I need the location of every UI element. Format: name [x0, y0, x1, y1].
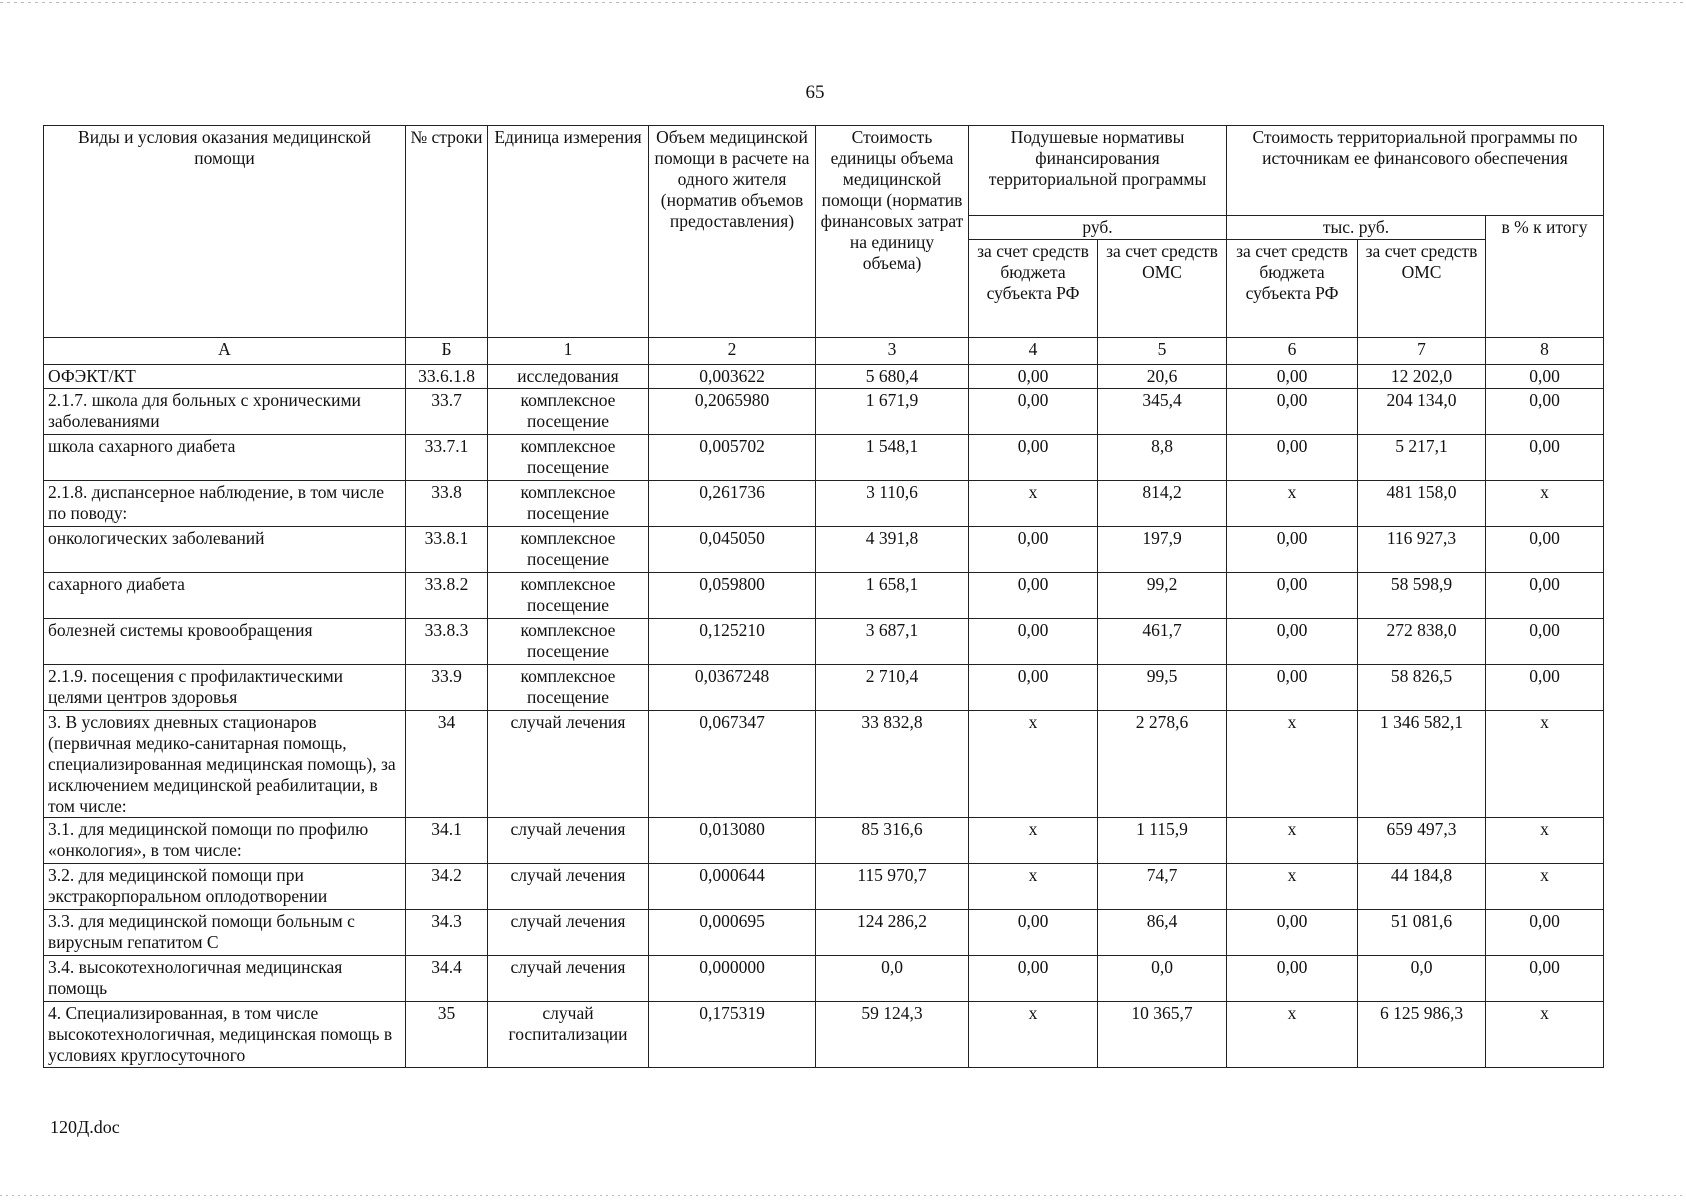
volume-cell: 0,045050	[649, 527, 816, 573]
pc-budget-cell: х	[969, 1002, 1098, 1068]
table-row	[44, 527, 1604, 573]
header-unit: Единица измерения	[488, 126, 649, 338]
row-number-cell: 34.2	[406, 864, 488, 910]
tp-oms-cell: 5 217,1	[1358, 435, 1486, 481]
unit-cell: комплексное посещение	[488, 619, 649, 665]
header-pc-oms: за счет средств ОМС	[1098, 240, 1227, 338]
row-number-cell: 34.1	[406, 818, 488, 864]
row-number-cell: 35	[406, 1002, 488, 1068]
pc-budget-cell: 0,00	[969, 573, 1098, 619]
volume-cell: 0,059800	[649, 573, 816, 619]
care-type-cell: 4. Специализированная, в том числе высокотехнологичная, медицинская помощь в условиях круглосуточного	[44, 1002, 406, 1068]
tp-budget-cell: х	[1227, 711, 1358, 818]
pc-budget-cell: 0,00	[969, 435, 1098, 481]
percent-cell: 0,00	[1486, 665, 1604, 711]
pc-budget-cell: 0,00	[969, 665, 1098, 711]
pc-budget-cell: 0,00	[969, 956, 1098, 1002]
percent-cell: 0,00	[1486, 527, 1604, 573]
table-row	[44, 481, 1604, 527]
tp-oms-cell: 44 184,8	[1358, 864, 1486, 910]
unit-cost-cell: 3 687,1	[816, 619, 969, 665]
percent-cell: 0,00	[1486, 619, 1604, 665]
tp-budget-cell: 0,00	[1227, 665, 1358, 711]
tp-oms-cell: 6 125 986,3	[1358, 1002, 1486, 1068]
pc-oms-cell: 20,6	[1098, 365, 1227, 389]
volume-cell: 0,000695	[649, 910, 816, 956]
percent-cell: 0,00	[1486, 389, 1604, 435]
percent-cell: 0,00	[1486, 435, 1604, 481]
care-type-cell: сахарного диабета	[44, 573, 406, 619]
page-number: 65	[805, 82, 825, 103]
header-care-type: Виды и условия оказания медицинской помощи	[44, 126, 406, 338]
unit-cost-cell: 0,0	[816, 956, 969, 1002]
tp-oms-cell: 12 202,0	[1358, 365, 1486, 389]
footer-filename: 120Д.doc	[50, 1117, 120, 1137]
care-type-cell: 2.1.7. школа для больных с хроническими заболеваниями	[44, 389, 406, 435]
header-pc-budget: за счет средств бюджета субъекта РФ	[969, 240, 1098, 338]
pc-oms-cell: 461,7	[1098, 619, 1227, 665]
pc-oms-cell: 74,7	[1098, 864, 1227, 910]
unit-cost-cell: 1 548,1	[816, 435, 969, 481]
volume-cell: 0,067347	[649, 711, 816, 818]
scan-edge-top	[0, 2, 1686, 3]
volume-cell: 0,000644	[649, 864, 816, 910]
unit-cost-cell: 59 124,3	[816, 1002, 969, 1068]
unit-cell: случай лечения	[488, 956, 649, 1002]
index-cell: 7	[1358, 338, 1486, 365]
unit-cell: комплексное посещение	[488, 665, 649, 711]
tp-oms-cell: 116 927,3	[1358, 527, 1486, 573]
unit-cell: комплексное посещение	[488, 573, 649, 619]
table-row	[44, 365, 1604, 389]
tp-oms-cell: 51 081,6	[1358, 910, 1486, 956]
pc-oms-cell: 0,0	[1098, 956, 1227, 1002]
care-type-cell: онкологических заболеваний	[44, 527, 406, 573]
volume-cell: 0,003622	[649, 365, 816, 389]
index-cell: 4	[969, 338, 1098, 365]
tp-budget-cell: 0,00	[1227, 365, 1358, 389]
unit-cell: случай госпитализации	[488, 1002, 649, 1068]
tp-budget-cell: х	[1227, 864, 1358, 910]
table-row	[44, 910, 1604, 956]
volume-cell: 0,0367248	[649, 665, 816, 711]
index-cell: 3	[816, 338, 969, 365]
volume-cell: 0,125210	[649, 619, 816, 665]
percent-cell: х	[1486, 481, 1604, 527]
header-percent-total: в % к итогу	[1486, 216, 1604, 338]
pc-budget-cell: х	[969, 711, 1098, 818]
care-type-cell: 3.3. для медицинской помощи больным с вирусным гепатитом С	[44, 910, 406, 956]
table-row	[44, 389, 1604, 435]
pc-oms-cell: 2 278,6	[1098, 711, 1227, 818]
row-number-cell: 33.7	[406, 389, 488, 435]
pc-budget-cell: х	[969, 818, 1098, 864]
index-cell: Б	[406, 338, 488, 365]
row-number-cell: 33.8.3	[406, 619, 488, 665]
pc-budget-cell: 0,00	[969, 910, 1098, 956]
tp-oms-cell: 1 346 582,1	[1358, 711, 1486, 818]
scan-edge-bottom	[0, 1195, 1686, 1196]
index-cell: 6	[1227, 338, 1358, 365]
care-type-cell: ОФЭКТ/КТ	[44, 365, 406, 389]
row-number-cell: 34.3	[406, 910, 488, 956]
index-cell: А	[44, 338, 406, 365]
care-type-cell: 3.2. для медицинской помощи при экстракорпоральном оплодотворении	[44, 864, 406, 910]
pc-budget-cell: 0,00	[969, 619, 1098, 665]
unit-cell: комплексное посещение	[488, 527, 649, 573]
pc-oms-cell: 10 365,7	[1098, 1002, 1227, 1068]
unit-cost-cell: 4 391,8	[816, 527, 969, 573]
percent-cell: 0,00	[1486, 573, 1604, 619]
unit-cost-cell: 1 658,1	[816, 573, 969, 619]
unit-cell: комплексное посещение	[488, 481, 649, 527]
unit-cost-cell: 2 710,4	[816, 665, 969, 711]
index-cell: 8	[1486, 338, 1604, 365]
pc-oms-cell: 814,2	[1098, 481, 1227, 527]
table-row	[44, 711, 1604, 818]
unit-cell: случай лечения	[488, 818, 649, 864]
table-row	[44, 956, 1604, 1002]
row-number-cell: 33.8	[406, 481, 488, 527]
percent-cell: х	[1486, 818, 1604, 864]
care-type-cell: школа сахарного диабета	[44, 435, 406, 481]
row-number-cell: 33.8.2	[406, 573, 488, 619]
table-row	[44, 818, 1604, 864]
tp-budget-cell: 0,00	[1227, 956, 1358, 1002]
unit-cost-cell: 33 832,8	[816, 711, 969, 818]
care-type-cell: 3.4. высокотехнологичная медицинская помощь	[44, 956, 406, 1002]
index-cell: 2	[649, 338, 816, 365]
care-type-cell: 3. В условиях дневных стационаров (первичная медико-санитарная помощь, специализированная медицинская помощь), за исключением медицинской реабилитации, в том числе:	[44, 711, 406, 818]
volume-cell: 0,175319	[649, 1002, 816, 1068]
header-row-number: № строки	[406, 126, 488, 338]
percent-cell: х	[1486, 1002, 1604, 1068]
care-type-cell: 2.1.8. диспансерное наблюдение, в том числе по поводу:	[44, 481, 406, 527]
unit-cost-cell: 115 970,7	[816, 864, 969, 910]
pc-budget-cell: 0,00	[969, 389, 1098, 435]
table-row	[44, 864, 1604, 910]
tp-budget-cell: 0,00	[1227, 910, 1358, 956]
pc-budget-cell: 0,00	[969, 527, 1098, 573]
row-number-cell: 34	[406, 711, 488, 818]
index-cell: 1	[488, 338, 649, 365]
percent-cell: х	[1486, 864, 1604, 910]
header-tp-budget: за счет средств бюджета субъекта РФ	[1227, 240, 1358, 338]
table-row	[44, 1002, 1604, 1068]
header-per-capita-group: Подушевые нормативы финансирования территориальной программы	[969, 126, 1227, 216]
header-volume: Объем медицинской помощи в расчете на одного жителя (норматив объемов предоставления)	[649, 126, 816, 338]
pc-oms-cell: 99,2	[1098, 573, 1227, 619]
volume-cell: 0,013080	[649, 818, 816, 864]
tp-budget-cell: 0,00	[1227, 527, 1358, 573]
tp-budget-cell: х	[1227, 481, 1358, 527]
volume-cell: 0,005702	[649, 435, 816, 481]
care-type-cell: болезней системы кровообращения	[44, 619, 406, 665]
header-program-cost-group: Стоимость территориальной программы по источникам ее финансового обеспечения	[1227, 126, 1604, 216]
tp-oms-cell: 481 158,0	[1358, 481, 1486, 527]
care-type-cell: 3.1. для медицинской помощи по профилю «онкология», в том числе:	[44, 818, 406, 864]
tp-oms-cell: 204 134,0	[1358, 389, 1486, 435]
pc-budget-cell: 0,00	[969, 365, 1098, 389]
table-row	[44, 435, 1604, 481]
tp-oms-cell: 659 497,3	[1358, 818, 1486, 864]
pc-oms-cell: 99,5	[1098, 665, 1227, 711]
unit-cell: случай лечения	[488, 864, 649, 910]
tp-budget-cell: х	[1227, 818, 1358, 864]
unit-cost-cell: 124 286,2	[816, 910, 969, 956]
pc-oms-cell: 1 115,9	[1098, 818, 1227, 864]
volume-cell: 0,000000	[649, 956, 816, 1002]
row-number-cell: 33.7.1	[406, 435, 488, 481]
tp-budget-cell: 0,00	[1227, 389, 1358, 435]
financing-table	[43, 125, 1604, 1068]
percent-cell: 0,00	[1486, 365, 1604, 389]
pc-oms-cell: 86,4	[1098, 910, 1227, 956]
percent-cell: х	[1486, 711, 1604, 818]
row-number-cell: 33.8.1	[406, 527, 488, 573]
table-row	[44, 619, 1604, 665]
row-number-cell: 34.4	[406, 956, 488, 1002]
row-number-cell: 33.9	[406, 665, 488, 711]
pc-oms-cell: 345,4	[1098, 389, 1227, 435]
table-row	[44, 573, 1604, 619]
unit-cost-cell: 1 671,9	[816, 389, 969, 435]
pc-budget-cell: х	[969, 481, 1098, 527]
tp-budget-cell: 0,00	[1227, 573, 1358, 619]
row-number-cell: 33.6.1.8	[406, 365, 488, 389]
table-row	[44, 665, 1604, 711]
tp-oms-cell: 58 598,9	[1358, 573, 1486, 619]
volume-cell: 0,261736	[649, 481, 816, 527]
column-index-row	[44, 338, 1604, 365]
index-cell: 5	[1098, 338, 1227, 365]
header-unit-rub: руб.	[969, 216, 1227, 240]
header-unit-cost: Стоимость единицы объема медицинской помощи (норматив финансовых затрат на единицу объема)	[816, 126, 969, 338]
unit-cell: случай лечения	[488, 910, 649, 956]
unit-cell: комплексное посещение	[488, 435, 649, 481]
volume-cell: 0,2065980	[649, 389, 816, 435]
tp-budget-cell: 0,00	[1227, 435, 1358, 481]
unit-cost-cell: 3 110,6	[816, 481, 969, 527]
tp-budget-cell: 0,00	[1227, 619, 1358, 665]
unit-cost-cell: 85 316,6	[816, 818, 969, 864]
unit-cost-cell: 5 680,4	[816, 365, 969, 389]
pc-budget-cell: х	[969, 864, 1098, 910]
tp-oms-cell: 0,0	[1358, 956, 1486, 1002]
tp-oms-cell: 58 826,5	[1358, 665, 1486, 711]
tp-oms-cell: 272 838,0	[1358, 619, 1486, 665]
unit-cell: комплексное посещение	[488, 389, 649, 435]
pc-oms-cell: 197,9	[1098, 527, 1227, 573]
unit-cell: исследования	[488, 365, 649, 389]
percent-cell: 0,00	[1486, 956, 1604, 1002]
table-body	[44, 365, 1604, 1068]
header-unit-thousand-rub: тыс. руб.	[1227, 216, 1486, 240]
care-type-cell: 2.1.9. посещения с профилактическими целями центров здоровья	[44, 665, 406, 711]
header-row-1	[44, 126, 1604, 216]
pc-oms-cell: 8,8	[1098, 435, 1227, 481]
header-tp-oms: за счет средств ОМС	[1358, 240, 1486, 338]
percent-cell: 0,00	[1486, 910, 1604, 956]
tp-budget-cell: х	[1227, 1002, 1358, 1068]
unit-cell: случай лечения	[488, 711, 649, 818]
